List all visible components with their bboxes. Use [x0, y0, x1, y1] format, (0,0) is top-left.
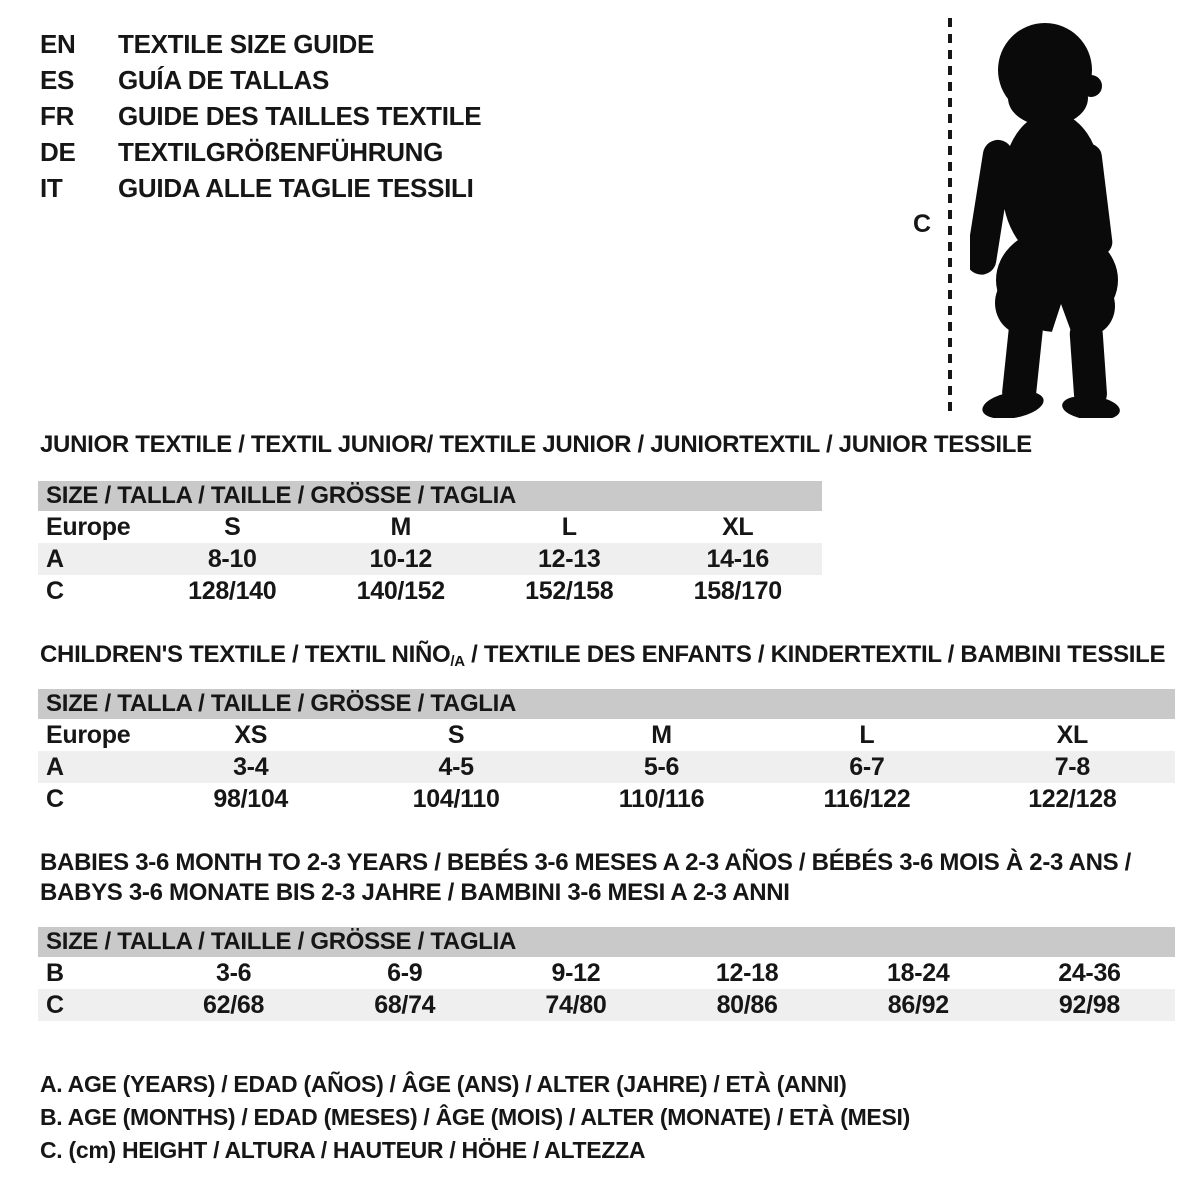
size-cell: XS — [234, 720, 268, 749]
language-row — [40, 98, 481, 134]
language-code: FR — [40, 100, 75, 131]
table-header: SIZE / TALLA / TAILLE / GRÖSSE / TAGLIA — [38, 689, 1175, 719]
size-cell: 98/104 — [213, 784, 289, 813]
legend-age-years: A. AGE (YEARS) / EDAD (AÑOS) / ÂGE (ANS) / ALTER (JAHRE) / ETÀ (ANNI) — [40, 1071, 847, 1097]
size-cell: L — [561, 512, 577, 541]
size-cell: 68/74 — [374, 990, 436, 1019]
size-cell: 3-6 — [215, 958, 252, 987]
size-cell: 116/122 — [823, 784, 911, 813]
size-cell: 5-6 — [643, 752, 680, 781]
language-title: GUÍA DE TALLAS — [118, 64, 330, 95]
table-row — [38, 783, 1175, 815]
size-cell: M — [390, 512, 412, 541]
size-cell: 18-24 — [887, 958, 950, 987]
size-cell: 74/80 — [545, 990, 607, 1019]
row-label: Europe — [46, 512, 131, 541]
babies-size-table — [38, 927, 1175, 1021]
row-label: A — [46, 752, 64, 781]
language-title: GUIDA ALLE TAGLIE TESSILI — [118, 172, 474, 203]
language-row — [40, 170, 481, 206]
size-cell: 10-12 — [369, 544, 432, 573]
table-header: SIZE / TALLA / TAILLE / GRÖSSE / TAGLIA — [38, 927, 1175, 957]
children-title-sub: /A — [450, 653, 465, 670]
junior-size-table — [38, 481, 822, 607]
size-cell: M — [651, 720, 672, 749]
height-dashed-line — [948, 18, 952, 418]
size-cell: 6-9 — [387, 958, 423, 987]
size-cell: 80/86 — [716, 990, 778, 1019]
size-cell: 24-36 — [1058, 958, 1121, 987]
size-cell: 86/92 — [887, 990, 949, 1019]
language-row — [40, 26, 481, 62]
legend-height-cm: C. (cm) HEIGHT / ALTURA / HAUTEUR / HÖHE / ALTEZZA — [40, 1137, 646, 1163]
size-cell: 152/158 — [525, 576, 614, 605]
size-cell: 12-18 — [715, 958, 779, 987]
table-row — [38, 957, 1175, 989]
size-cell: 140/152 — [356, 576, 445, 605]
row-label: Europe — [46, 720, 131, 749]
language-title: TEXTILGRÖßENFÜHRUNG — [118, 136, 444, 167]
table-row — [38, 511, 822, 543]
size-cell: 104/110 — [412, 784, 500, 813]
row-label: C — [46, 576, 64, 605]
language-code: ES — [40, 64, 75, 95]
children-size-table — [38, 689, 1175, 815]
table-row — [38, 751, 1175, 783]
language-code: IT — [40, 172, 63, 203]
size-cell: 128/140 — [188, 576, 277, 605]
size-cell: XL — [1056, 720, 1088, 749]
measurement-legend — [40, 1068, 910, 1167]
row-label: C — [46, 990, 64, 1019]
table-row — [38, 543, 822, 575]
size-cell: 7-8 — [1054, 752, 1090, 781]
size-cell: XL — [722, 512, 754, 541]
size-cell: 158/170 — [693, 576, 782, 605]
table-row — [38, 575, 822, 607]
table-row — [38, 719, 1175, 751]
size-cell: 62/68 — [203, 990, 265, 1019]
babies-title-line1: BABIES 3-6 MONTH TO 2-3 YEARS / BEBÉS 3-6 MESES A 2-3 AÑOS / BÉBÉS 3-6 MOIS À 2-3 ANS / — [40, 849, 1132, 876]
size-cell: 9-12 — [551, 958, 601, 987]
size-cell: S — [447, 720, 465, 749]
row-label: C — [46, 784, 64, 813]
height-measure-figure — [905, 10, 1165, 422]
language-code: DE — [40, 136, 76, 167]
table-row — [38, 989, 1175, 1021]
size-cell: 14-16 — [706, 544, 769, 573]
junior-section-title: JUNIOR TEXTILE / TEXTIL JUNIOR/ TEXTILE JUNIOR / JUNIORTEXTIL / JUNIOR TESSILE — [40, 431, 1032, 458]
size-cell: 6-7 — [849, 752, 885, 781]
size-cell: 12-13 — [538, 544, 601, 573]
size-cell: 4-5 — [438, 752, 474, 781]
language-row — [40, 62, 481, 98]
row-label: B — [46, 958, 64, 987]
children-section-title — [40, 641, 1165, 670]
size-cell: 122/128 — [1028, 784, 1117, 813]
size-cell: S — [224, 512, 241, 541]
babies-title-line2: BABYS 3-6 MONATE BIS 2-3 JAHRE / BAMBINI 3-6 MESI A 2-3 ANNI — [40, 879, 790, 906]
toddler-silhouette-icon — [970, 18, 1145, 418]
size-cell: 3-4 — [233, 752, 269, 781]
size-cell: 110/116 — [618, 784, 705, 813]
height-dimension-label: C — [913, 210, 931, 238]
language-row — [40, 134, 481, 170]
size-cell: 8-10 — [207, 544, 257, 573]
children-title-suffix: / TEXTILE DES ENFANTS / KINDERTEXTIL / BAMBINI TESSILE — [464, 641, 1166, 668]
table-header: SIZE / TALLA / TAILLE / GRÖSSE / TAGLIA — [38, 481, 822, 511]
row-label: A — [46, 544, 64, 573]
language-title: TEXTILE SIZE GUIDE — [118, 28, 375, 59]
size-cell: 92/98 — [1058, 990, 1120, 1019]
babies-section-title — [40, 848, 1131, 908]
language-title: GUIDE DES TAILLES TEXTILE — [118, 100, 482, 131]
size-cell: L — [859, 720, 875, 749]
children-title-prefix: CHILDREN'S TEXTILE / TEXTIL NIÑO — [40, 641, 451, 668]
language-title-list — [40, 26, 481, 206]
language-code: EN — [40, 28, 76, 59]
legend-age-months: B. AGE (MONTHS) / EDAD (MESES) / ÂGE (MOIS) / ALTER (MONATE) / ETÀ (MESI) — [40, 1104, 910, 1130]
